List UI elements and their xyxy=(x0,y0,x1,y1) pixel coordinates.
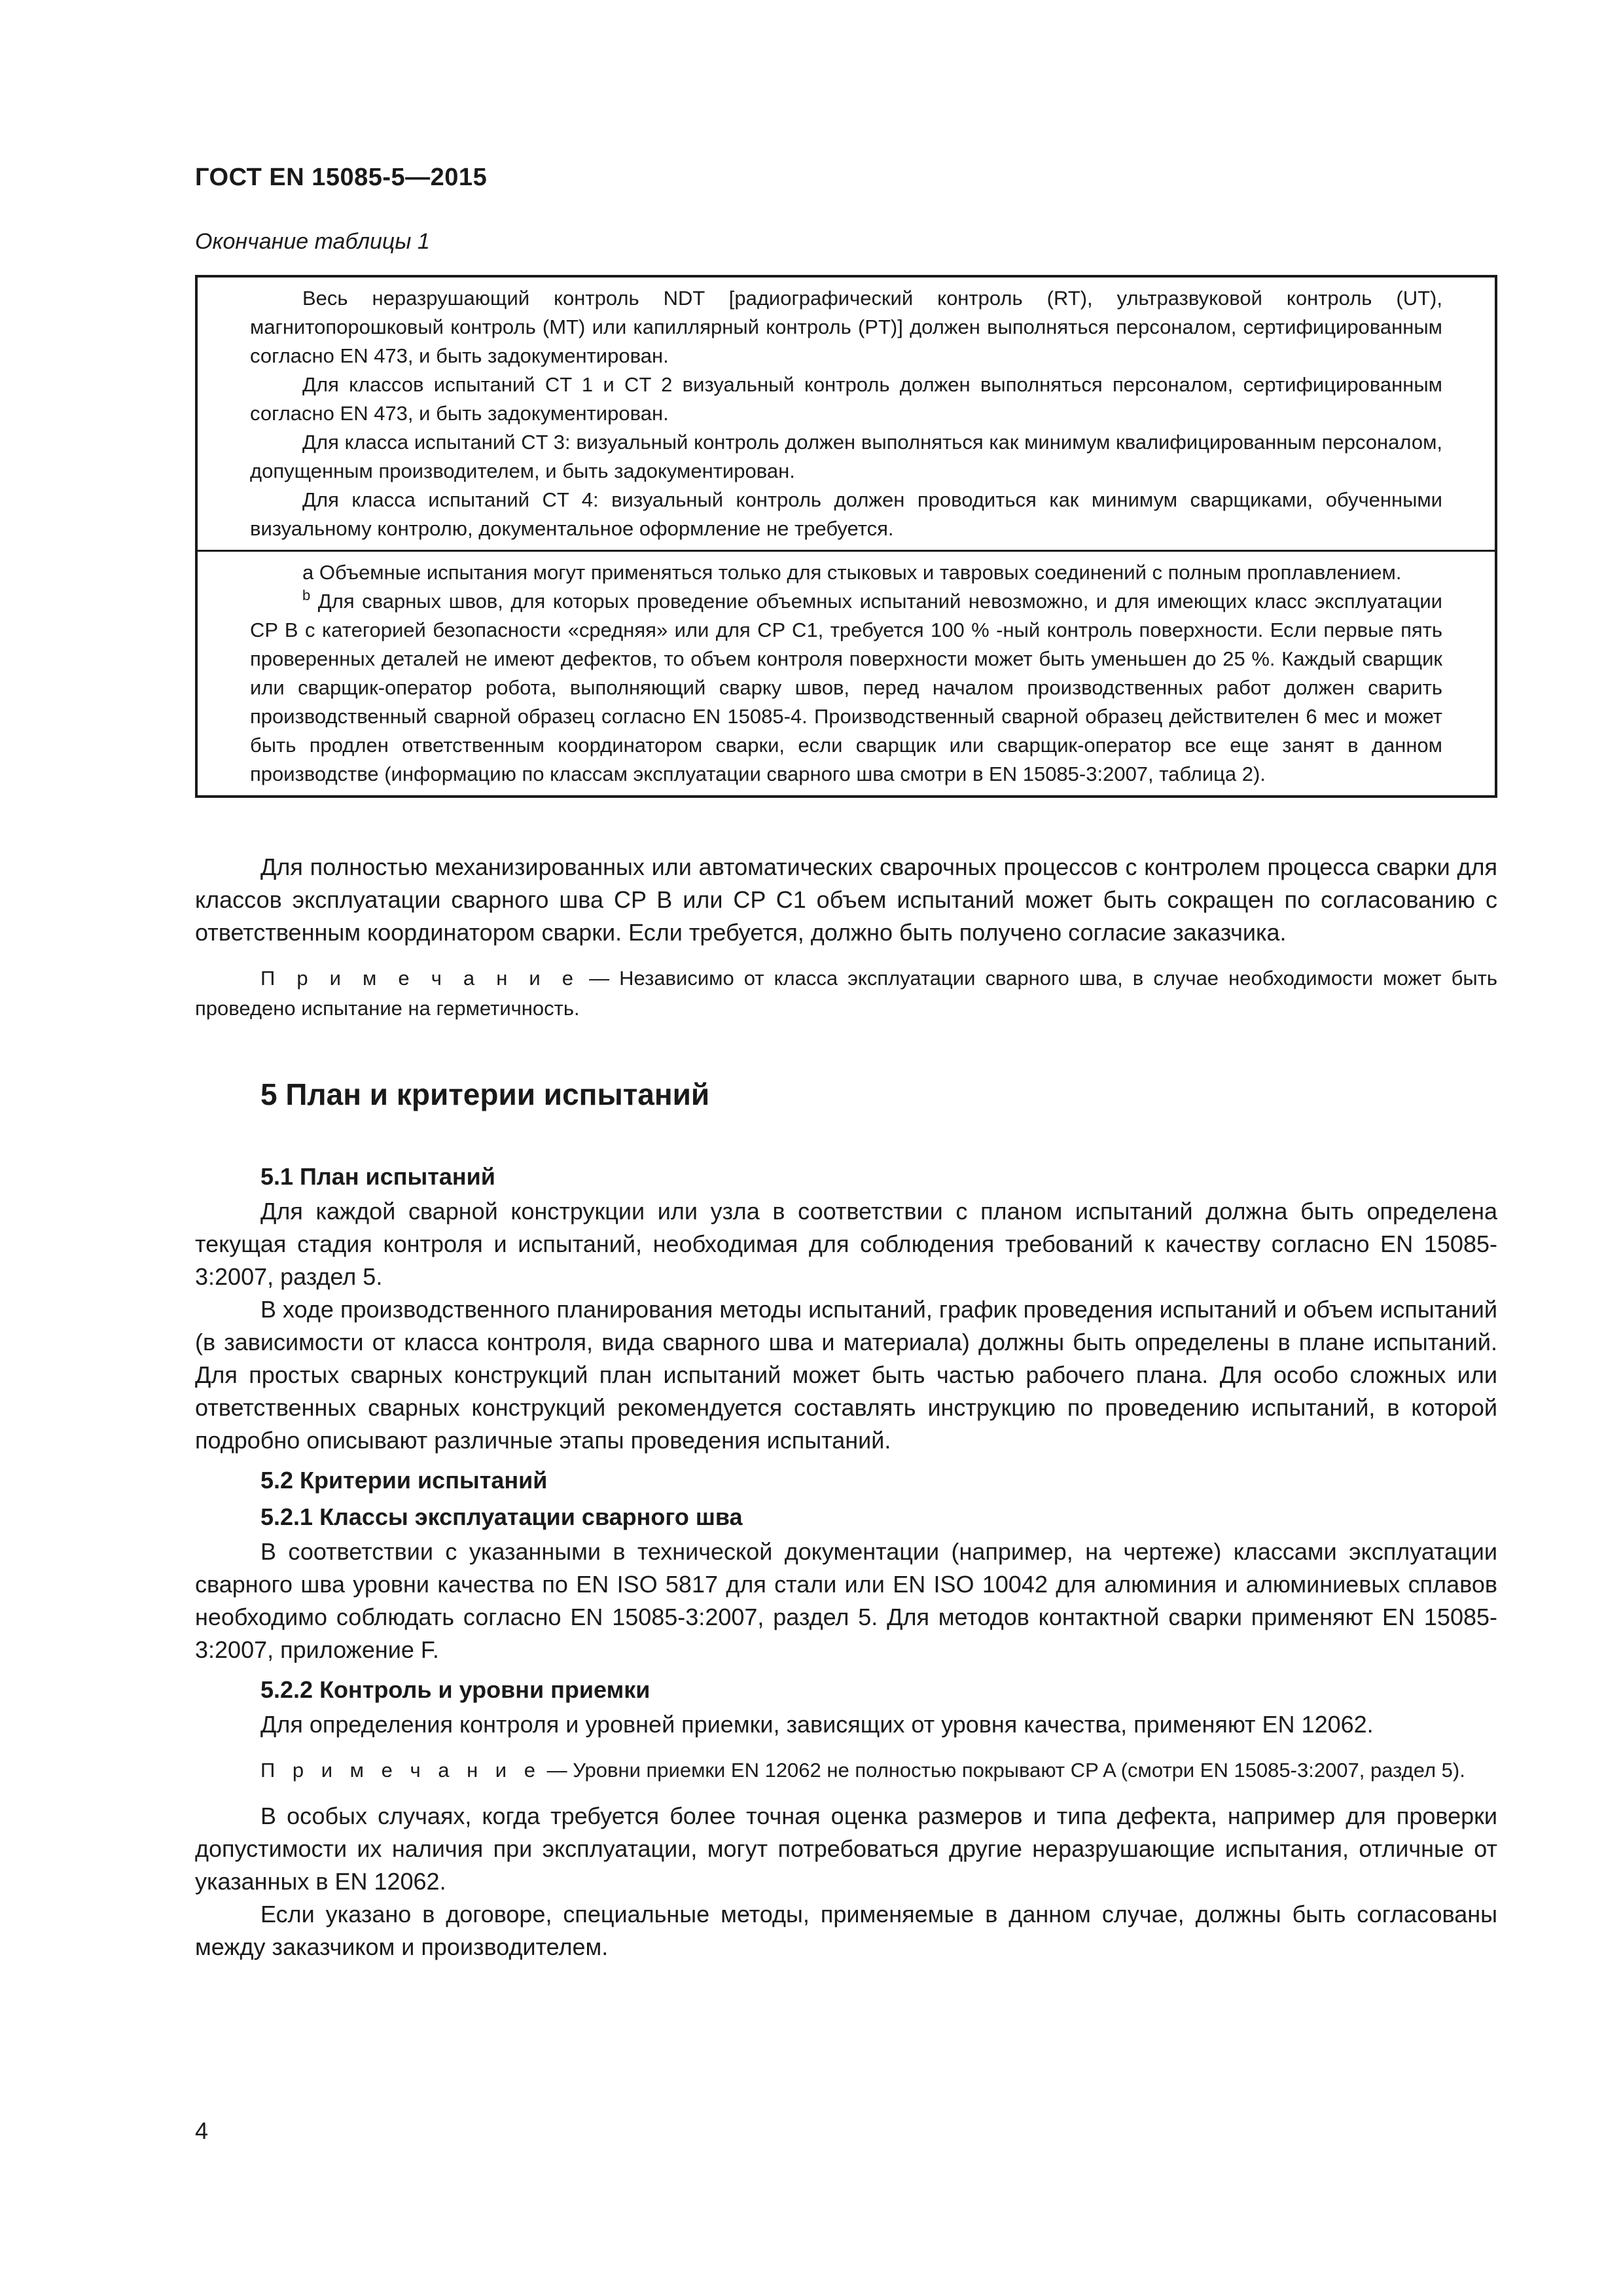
paragraph-5-2-2-c: Если указано в договоре, специальные методы, применяемые в данном случае, должны быть согласованы между заказчиком и производителем. xyxy=(195,1901,1497,1960)
paragraph-5-1-a: Для каждой сварной конструкции или узла в соответствии с планом испытаний должна быть определена текущая стадия контроля и испытаний, необходимая для соблюдения требований к качеству согласно EN 15085-3:2007, раздел 5. xyxy=(195,1198,1497,1290)
section-5-heading: 5 План и критерии испытаний xyxy=(260,1077,710,1111)
note-1-text: — Независимо от класса эксплуатации сварного шва, в случае необходимости может быть проведено испытание на герметичность. xyxy=(195,967,1497,1020)
section-5-2-1-heading: 5.2.1 Классы эксплуатации сварного шва xyxy=(260,1503,743,1530)
note-2-text: — Уровни приемки EN 12062 не полностью покрывают CP A (смотри EN 15085-3:2007, раздел 5). xyxy=(541,1759,1465,1782)
section-5-2-2-heading: 5.2.2 Контроль и уровни приемки xyxy=(260,1676,651,1703)
paragraph-5-2-2-b: В особых случаях, когда требуется более точная оценка размеров и типа дефекта, например для проверки допустимости их наличия при эксплуатации, могут потребоваться другие неразрушающие испытания, отличные от указанных в EN 12062. xyxy=(195,1803,1497,1895)
footnote-b-marker: b xyxy=(302,587,311,603)
paragraph-5-2-2-a: Для определения контроля и уровней приемки, зависящих от уровня качества, применяют EN 12062. xyxy=(260,1711,1374,1738)
table-1-end xyxy=(195,275,1497,798)
paragraph-5-1-b: В ходе производственного планирования методы испытаний, график проведения испытаний и объем испытаний (в зависимости от класса контроля, вида сварного шва и материала) должны быть определены в плане испытаний. Для простых сварных конструкций план испытаний может быть частью рабочего плана. Для особо сложных или ответственных сварных конструкций рекомендуется составлять инструкцию по проведению испытаний, в которой подробно описывают различные этапы проведения испытаний. xyxy=(195,1296,1497,1454)
document-title: ГОСТ EN 15085-5—2015 xyxy=(195,164,488,191)
note-1-label: П р и м е ч а н и е xyxy=(260,967,580,990)
body-block-1 xyxy=(195,851,1497,1024)
paragraph-mechanized: Для полностью механизированных или автоматических сварочных процессов с контролем процесса сварки для классов эксплуатации сварного шва CP B или CP C1 объем испытаний может быть сокращен по согласованию с ответственным координатором сварки. Если требуется, должно быть получено согласие заказчика. xyxy=(195,853,1497,946)
table-paragraph: Для класса испытаний CT 4: визуальный контроль должен проводиться как минимум сварщиками, обученными визуальному контролю, документальное оформление не требуется. xyxy=(250,488,1442,540)
paragraph-5-2-1: В соответствии с указанными в технической документации (например, на чертеже) классами эксплуатации сварного шва уровни качества по EN ISO 5817 для стали или EN ISO 10042 для алюминия и алюминиевых сплавов необходимо соблюдать согласно EN 15085-3:2007, раздел 5. Для методов контактной сварки применяют EN 15085-3:2007, приложение F. xyxy=(195,1538,1497,1663)
table-footnotes-section xyxy=(198,550,1495,795)
footnote-b-text: Для сварных швов, для которых проведение объемных испытаний невозможно, и для имеющих класс эксплуатации CP B с категорией безопасности «средняя» или для CP C1, требуется 100 % -ный контроль поверхности. Если первые пять проверенных деталей не имеют дефектов, то объем контроля поверхности может быть уменьшен до 25 %. Каждый сварщик или сварщик-оператор робота, выполняющий сварку швов, перед началом производственных работ должен сварить производственный сварной образец согласно EN 15085-4. Производственный сварной образец действителен 6 мес и может быть продлен ответственным координатором сварки, если сварщик или сварщик-оператор все еще занят в данном производстве (информацию по классам эксплуатации сварного шва смотри в EN 15085-3:2007, таблица 2). xyxy=(250,590,1442,785)
section-5-1-heading: 5.1 План испытаний xyxy=(260,1163,495,1190)
note-1 xyxy=(195,963,1497,1024)
note-2 xyxy=(195,1755,1497,1785)
table-paragraph: Для класса испытаний CT 3: визуальный контроль должен выполняться как минимум квалифицированным персоналом, допущенным производителем, и быть задокументирован. xyxy=(250,431,1442,482)
page-number: 4 xyxy=(195,2117,209,2144)
table-paragraph: Весь неразрушающий контроль NDT [радиографический контроль (RT), ультразвуковой контроль (UT), магнитопорошковый контроль (MT) или капиллярный контроль (PT)] должен выполняться персоналом, сертифицированным согласно EN 473, и быть задокументирован. xyxy=(250,287,1442,367)
table-ndt-section xyxy=(198,278,1495,550)
table-paragraph: Для классов испытаний CT 1 и CT 2 визуальный контроль должен выполняться персоналом, сертифицированным согласно EN 473, и быть задокументирован. xyxy=(250,373,1442,425)
footnote-a: а Объемные испытания могут применяться только для стыковых и тавровых соединений с полным проплавлением. xyxy=(302,561,1402,584)
section-5-2-heading: 5.2 Критерии испытаний xyxy=(260,1467,548,1494)
note-2-label: П р и м е ч а н и е xyxy=(260,1759,541,1782)
table-caption: Окончание таблицы 1 xyxy=(195,229,430,254)
body-block-2 xyxy=(195,1158,1497,1964)
footnote-b xyxy=(250,587,1442,789)
